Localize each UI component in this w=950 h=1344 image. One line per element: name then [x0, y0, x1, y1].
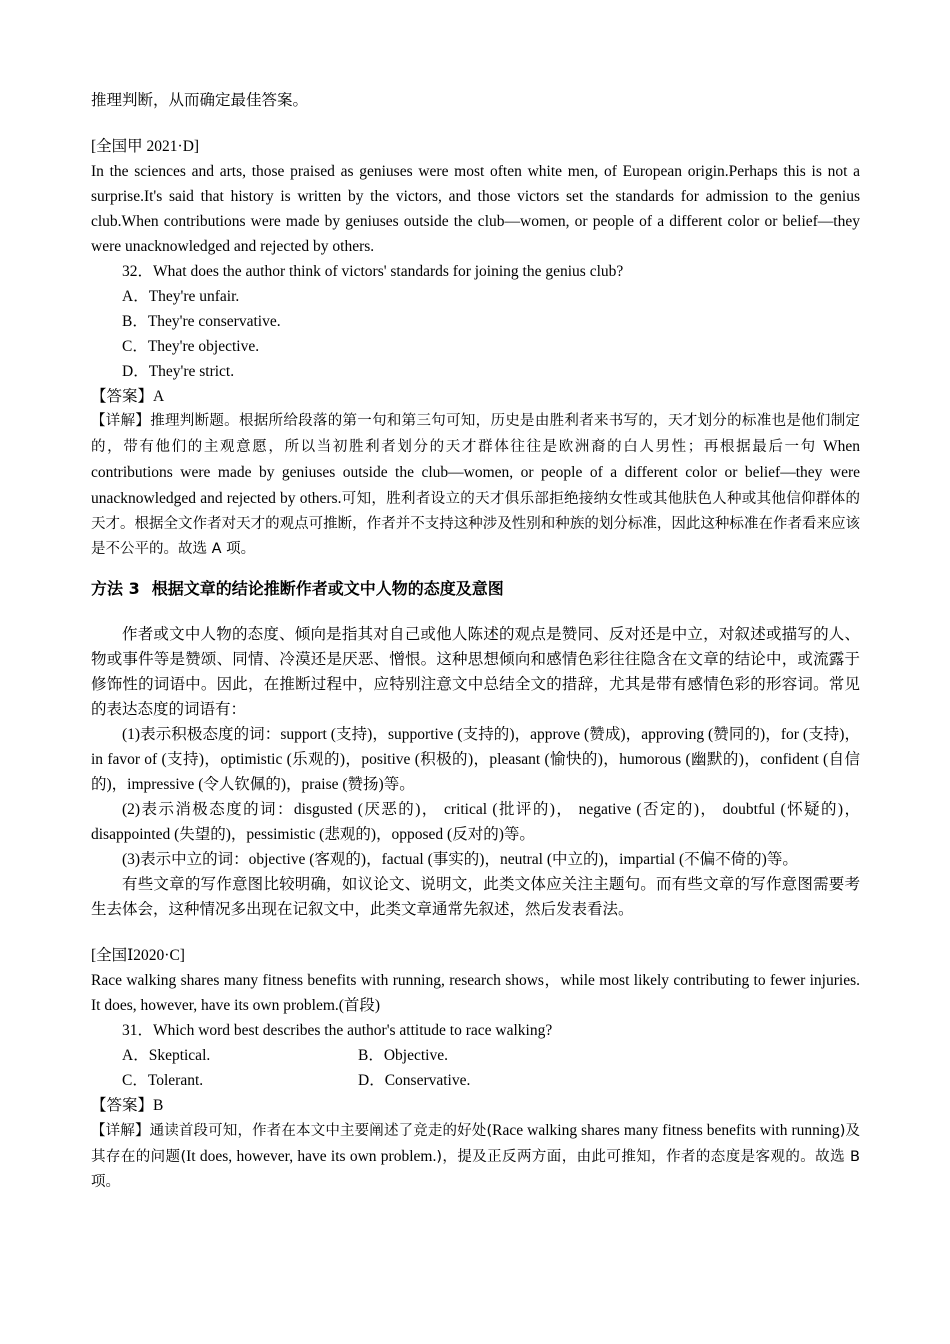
example-2-passage: Race walking shares many fitness benefits with running, research shows，while most likely contributing to fewer injuries. It does, however, have its own problem.(首段) — [91, 972, 860, 1014]
example-1-option-d: D．They're strict. — [122, 363, 235, 380]
example-1-option-b: B．They're conservative. — [122, 313, 281, 330]
example-2-option-d: D．Conservative. — [358, 1072, 471, 1089]
example-1-explanation: 【详解】推理判断题。根据所给段落的第一句和第三句可知，历史是由胜利者来书写的，天才划分的标准也是他们制定的，带有他们的主观意愿，所以当初胜利者划分的天才群体往往是欧洲裔的白人男性；再根据最后一句 When contributions were made by geniuses outside the club—women, or people of a different color or belief—they were unacknowledged and rejected by others.可知，胜利者设立的天才俱乐部拒绝接纳女性或其他肤色人种或其他信仰群体的天才。根据全文作者对天才的观点可推断，作者并不支持这种涉及性别和种族的划分标准，因此这种标准在作者看来应该是不公平的。故选 A 项。 — [91, 413, 861, 557]
example-2-option-c: C．Tolerant. — [122, 1072, 204, 1089]
example-1-option-c: C．They're objective. — [122, 338, 260, 355]
neutral-words: (3)表示中立的词：objective (客观的)，factual (事实的)，neutral (中立的)，impartial (不偏不倚的)等。 — [122, 851, 798, 868]
example-1-source: [全国甲 2021·D] — [91, 138, 200, 155]
example-2-options-row-2 — [91, 1068, 860, 1093]
example-2-source: [全国Ⅰ2020·C] — [91, 947, 185, 964]
example-1-passage: In the sciences and arts, those praised as geniuses were most often white men, of European origin.Perhaps this is not a surprise.It's said that history is written by the victors, and those victors set the standards for admission to the genius club.When contributions were made by geniuses outside the club—women, or people of a different color or belief—they were unacknowledged and rejected by others. — [91, 163, 860, 255]
example-2-question: 31．Which word best describes the author's attitude to race walking? — [122, 1022, 553, 1039]
example-2-answer: 【答案】B — [91, 1097, 164, 1114]
example-1-question: 32．What does the author think of victors' standards for joining the genius club? — [122, 263, 624, 280]
negative-words: (2)表示消极态度的词：disgusted (厌恶的)， critical (批评的)， negative (否定的)， doubtful (怀疑的)， disappointed (失望的)，pessimistic (悲观的)，opposed (反对的)等。 — [91, 801, 860, 843]
example-2-option-b: B．Objective. — [358, 1047, 448, 1064]
document-page — [91, 88, 860, 1195]
example-2-options-row-1 — [91, 1043, 860, 1068]
example-2-explanation: 【详解】通读首段可知，作者在本文中主要阐述了竞走的好处(Race walking shares many fitness benefits with running)及其存在的问题(It does, however, have its own problem.)，提及正反两方面，由此可推知，作者的态度是客观的。故选 B 项。 — [91, 1122, 860, 1190]
method-heading: 方法 3 根据文章的结论推断作者或文中人物的态度及意图 — [91, 579, 504, 598]
example-1-answer: 【答案】A — [91, 388, 165, 405]
method-intro: 作者或文中人物的态度、倾向是指其对自己或他人陈述的观点是赞同、反对还是中立，对叙述或描写的人、物或事件等是赞颂、同情、冷漠还是厌恶、憎恨。这种思想倾向和感情色彩往往隐含在文章的结论中，或流露于修饰性的词语中。因此，在推断过程中，应特别注意文中总结全文的措辞，尤其是带有感情色彩的形容词。常见的表达态度的词语有： — [91, 626, 860, 718]
writing-purpose: 有些文章的写作意图比较明确，如议论文、说明文，此类文体应关注主题句。而有些文章的写作意图需要考生去体会，这种情况多出现在记叙文中，此类文章通常先叙述，然后发表看法。 — [91, 876, 860, 918]
example-2-option-a: A．Skeptical. — [122, 1047, 211, 1064]
explanation-label: 【详解】 — [91, 413, 151, 429]
intro-fragment: 推理判断，从而确定最佳答案。 — [91, 92, 309, 109]
explanation-label: 【详解】 — [91, 1123, 150, 1139]
example-1-option-a: A．They're unfair. — [122, 288, 240, 305]
positive-words: (1)表示积极态度的词：support (支持)，supportive (支持的)，approve (赞成)，approving (赞同的)，for (支持)，in favor of (支持)，optimistic (乐观的)，positive (积极的)，pleasant (愉快的)，humorous (幽默的)，confident (自信的)，impressive (令人钦佩的)，praise (赞扬)等。 — [91, 726, 860, 793]
